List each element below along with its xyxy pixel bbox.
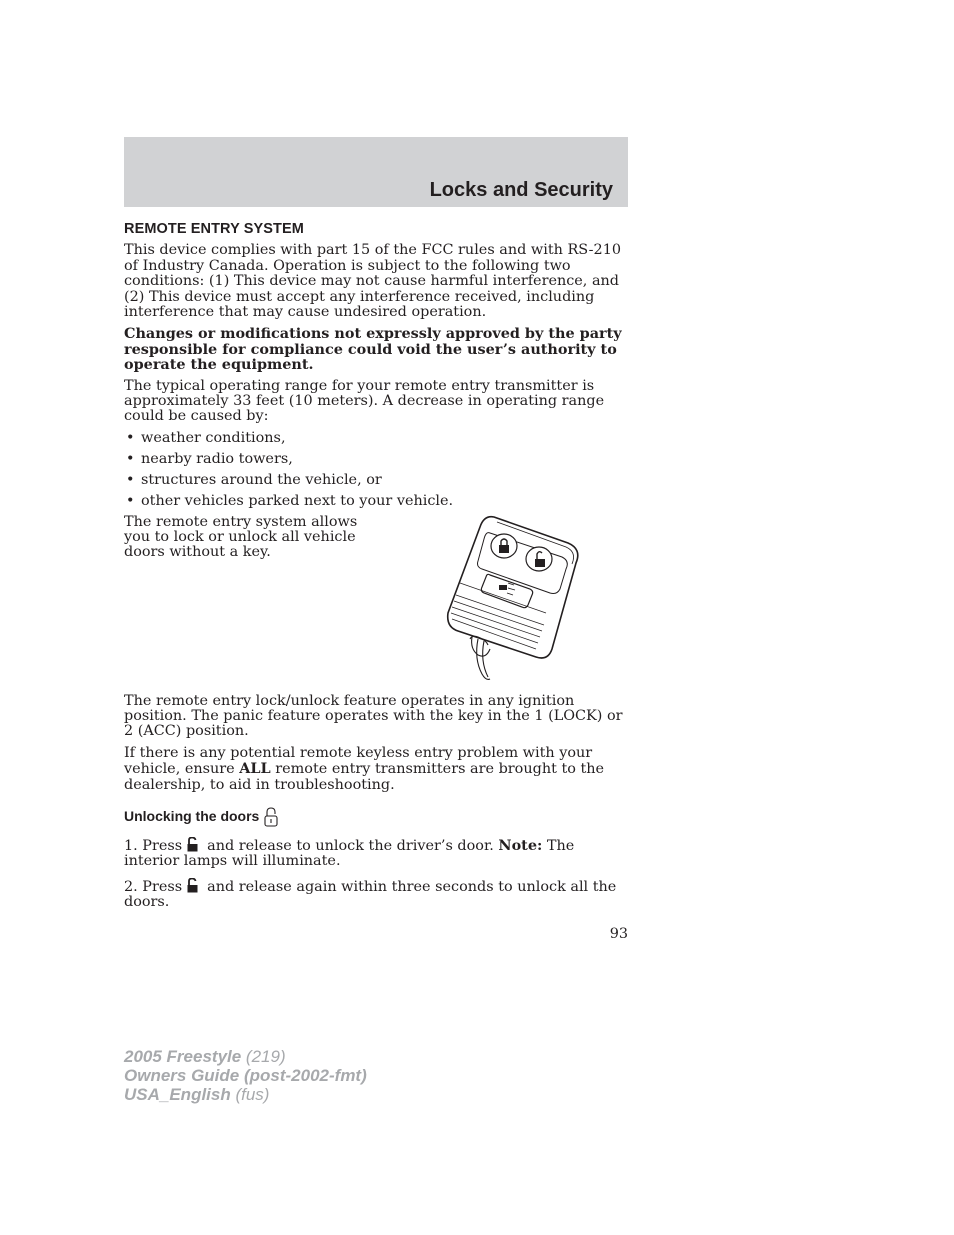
allows-paragraph: The remote entry system allows you to lock or unlock all vehicle doors without a key. (124, 513, 358, 561)
step-1-prefix: 1. Press (124, 837, 183, 854)
range-paragraph: The typical operating range for your remote entry transmitter is approximately 33 feet (10 meters). A decrease in operating range could be caused by: (124, 377, 605, 425)
step-1 (124, 837, 628, 870)
footer-language-code: (fus) (230, 1085, 270, 1104)
footer-line-3 (124, 1085, 367, 1104)
bullet-icon: • (126, 492, 135, 509)
fcc-paragraph: This device complies with part 15 of the FCC rules and with RS-210 of Industry Canada. Operation is subject to the following two conditions: (1) This device may not cause harmful interference, and (2) This device must accept any interference received, including interference that may cause undesired operation. (124, 242, 622, 321)
unlocking-heading-text: Unlocking the doors (124, 808, 260, 825)
unlock-padlock-icon (187, 878, 198, 893)
problem-text-after: remote entry transmitters are brought to the dealership, to aid in troubleshooting. (124, 761, 605, 793)
step-2 (124, 878, 628, 911)
step-1-text: and release to unlock the driver’s door. (207, 837, 494, 854)
remote-key-fob-icon (442, 509, 582, 684)
header-band (124, 137, 628, 207)
list-item (124, 494, 628, 509)
step-1-note-label: Note: (498, 836, 543, 854)
footer (124, 1047, 367, 1104)
footer-guide: Owners Guide (post-2002-fmt) (124, 1066, 367, 1085)
bullet-icon: • (126, 450, 135, 467)
step-1-note-text: The interior lamps will illuminate. (124, 837, 575, 870)
list-item (124, 473, 628, 488)
footer-language: USA_English (124, 1085, 231, 1104)
unlock-padlock-icon (264, 807, 278, 827)
list-item-text: other vehicles parked next to your vehicle. (141, 492, 454, 509)
step-2-text: and release again within three seconds to unlock all the doors. (124, 878, 617, 911)
ignition-paragraph: The remote entry lock/unlock feature operates in any ignition position. The panic feature operates with the key in the 1 (LOCK) or 2 (ACC) position. (124, 692, 623, 740)
footer-model: 2005 Freestyle (124, 1047, 242, 1066)
footer-line-1 (124, 1047, 367, 1066)
list-item (124, 452, 628, 467)
list-item-text: weather conditions, (141, 429, 286, 446)
problem-text-emphasis: ALL (239, 760, 271, 778)
unlock-padlock-icon (187, 837, 198, 852)
range-factors-list (124, 431, 628, 509)
page-section-title: Locks and Security (429, 179, 613, 201)
problem-text-before: If there is any potential remote keyless entry problem with your vehicle, ensure (124, 744, 593, 778)
unlocking-heading (124, 807, 628, 827)
fob-section (124, 515, 628, 690)
list-item (124, 431, 628, 446)
step-2-prefix: 2. Press (124, 878, 183, 895)
problem-paragraph (124, 746, 628, 793)
page-content (124, 220, 628, 919)
section-title: REMOTE ENTRY SYSTEM (124, 221, 304, 237)
warning-paragraph: Changes or modifications not expressly approved by the party responsible for compliance could void the user’s authority to operate the equipment. (124, 325, 622, 374)
bullet-icon: • (126, 471, 135, 488)
bullet-icon: • (126, 429, 135, 446)
page-number: 93 (609, 926, 628, 942)
list-item-text: nearby radio towers, (141, 450, 293, 467)
footer-model-code: (219) (241, 1047, 286, 1066)
list-item-text: structures around the vehicle, or (141, 471, 382, 488)
footer-line-2 (124, 1066, 367, 1085)
